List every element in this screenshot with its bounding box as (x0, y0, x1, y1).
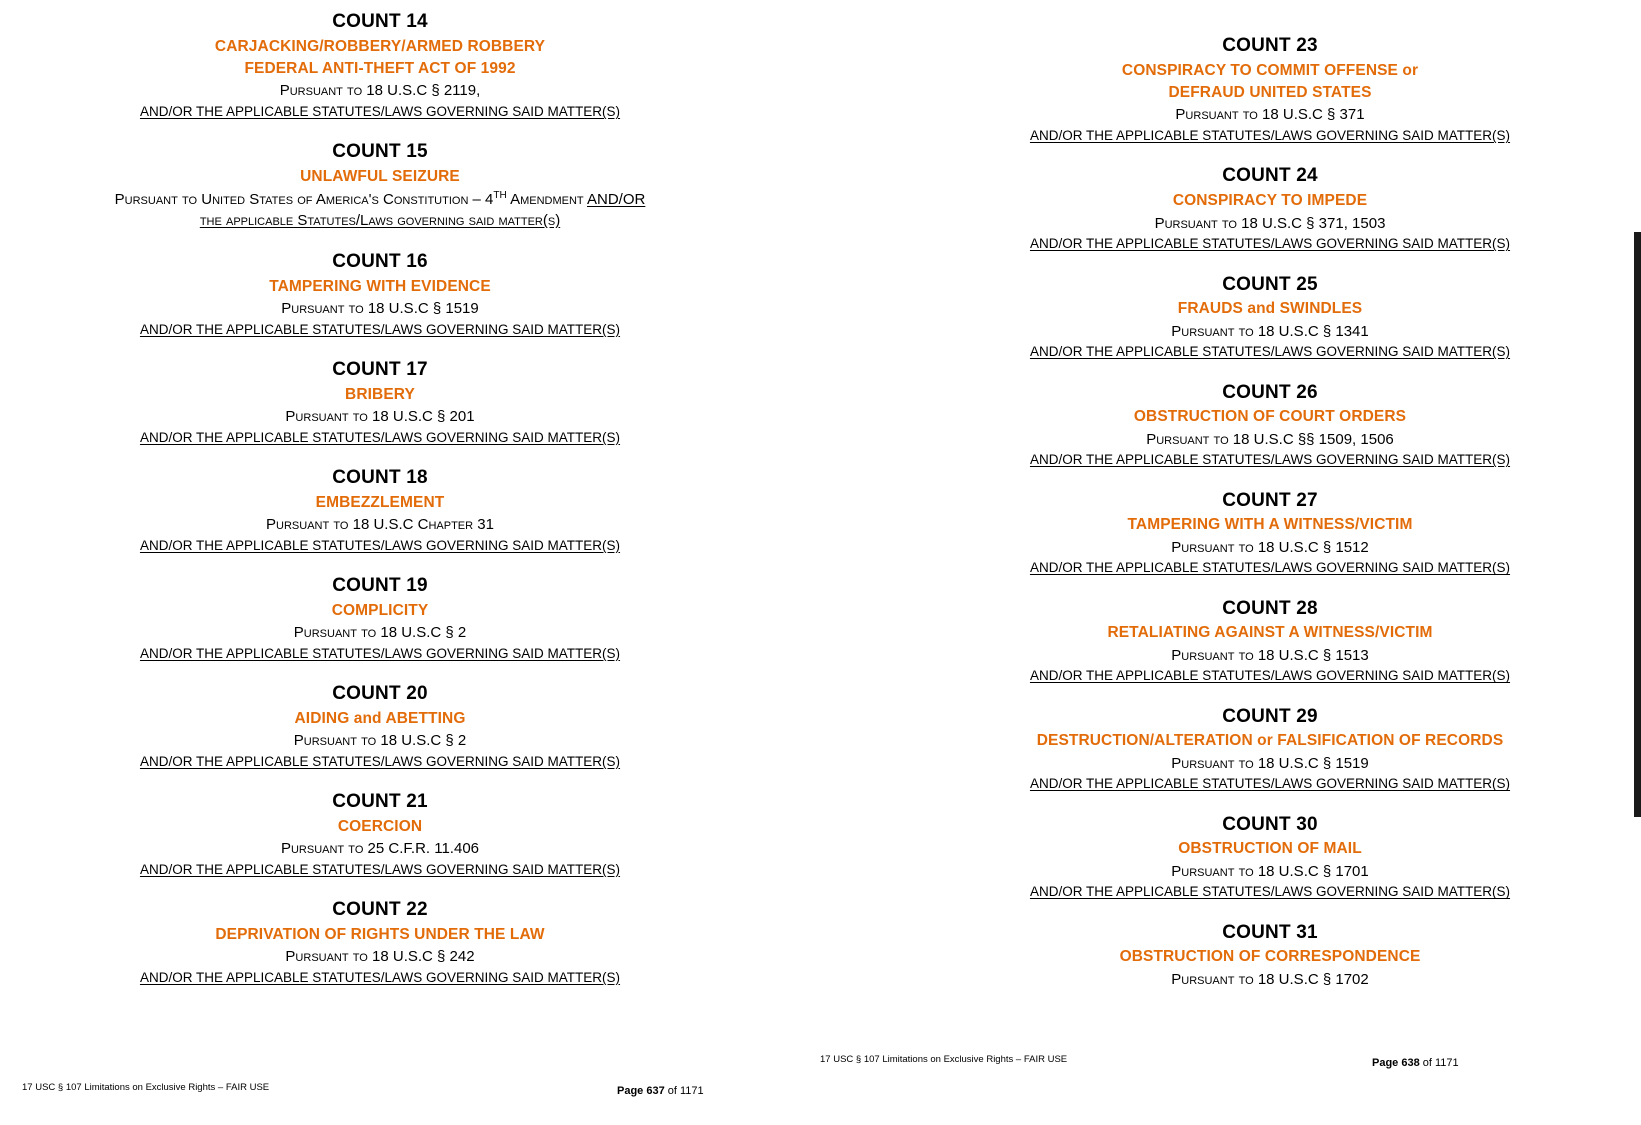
count-block (60, 572, 700, 664)
count-block (950, 487, 1590, 579)
count-block (60, 8, 700, 122)
count-heading: COUNT 21 (332, 791, 428, 813)
footer-page-number (617, 1085, 704, 1097)
count-title-line2: DEFRAUD UNITED STATES (1168, 84, 1372, 102)
count-block (950, 703, 1590, 795)
footer-page-number-prefix: Page 638 (1372, 1057, 1420, 1069)
count-title: DEPRIVATION OF RIGHTS UNDER THE LAW (215, 925, 545, 943)
count-applicable-statutes: AND/OR THE APPLICABLE STATUTES/LAWS GOVERNING SAID MATTER(S) (1029, 560, 1511, 576)
count-pursuant: Pursuant to 18 U.S.C § 371 (1175, 106, 1365, 124)
count-pursuant: Pursuant to 18 U.S.C § 1519 (281, 300, 479, 318)
scroll-edge-bar (1634, 232, 1641, 817)
count-heading: COUNT 14 (332, 11, 428, 32)
count-title: COERCION (337, 817, 423, 835)
count-pursuant: Pursuant to 18 U.S.C § 2 (293, 732, 467, 750)
count-applicable-statutes: AND/OR THE APPLICABLE STATUTES/LAWS GOVERNING SAID MATTER(S) (139, 753, 621, 769)
count-applicable-statutes: AND/OR THE APPLICABLE STATUTES/LAWS GOVERNING SAID MATTER(S) (1029, 776, 1511, 792)
count-heading: COUNT 17 (332, 359, 428, 381)
count-block (950, 379, 1590, 471)
footer-fair-use-notice: 17 USC § 107 Limitations on Exclusive Rights – FAIR USE (22, 1082, 270, 1093)
counts-list-right (950, 32, 1590, 1006)
count-applicable-statutes: AND/OR THE APPLICABLE STATUTES/LAWS GOVERNING SAID MATTER(S) (139, 537, 621, 553)
count-heading: COUNT 29 (1222, 705, 1318, 727)
count-title: OBSTRUCTION OF COURT ORDERS (1133, 408, 1407, 426)
count-title: RETALIATING AGAINST A WITNESS/VICTIM (1107, 624, 1433, 642)
count-pursuant: Pursuant to 18 U.S.C §§ 1509, 1506 (1146, 430, 1394, 448)
count-applicable-statutes: AND/OR THE APPLICABLE STATUTES/LAWS GOVERNING SAID MATTER(S) (139, 321, 621, 337)
count-block (950, 271, 1590, 363)
count-pursuant: Pursuant to 18 U.S.C § 1513 (1171, 646, 1369, 664)
count-pursuant: Pursuant to 18 U.S.C § 1512 (1171, 538, 1369, 556)
count-pursuant-line2: the applicable Statutes/Laws governing said matter(s) (199, 212, 561, 230)
count-heading: COUNT 18 (332, 467, 428, 489)
count-block (60, 248, 700, 340)
footer-page-number (1372, 1057, 1459, 1069)
count-applicable-statutes: AND/OR THE APPLICABLE STATUTES/LAWS GOVERNING SAID MATTER(S) (1029, 128, 1511, 144)
count-block (60, 788, 700, 880)
count-applicable-statutes: AND/OR THE APPLICABLE STATUTES/LAWS GOVERNING SAID MATTER(S) (139, 429, 621, 445)
count-heading: COUNT 16 (332, 251, 428, 272)
count-pursuant: Pursuant to 18 U.S.C § 1702 (1171, 970, 1369, 988)
count-title: OBSTRUCTION OF MAIL (1178, 840, 1362, 858)
count-applicable-statutes: AND/OR THE APPLICABLE STATUTES/LAWS GOVERNING SAID MATTER(S) (1029, 344, 1511, 360)
count-pursuant: Pursuant to 18 U.S.C § 2 (293, 624, 467, 642)
count-heading: COUNT 30 (1222, 813, 1318, 835)
count-block (60, 896, 700, 988)
count-heading: COUNT 24 (1222, 165, 1318, 187)
count-applicable-statutes: AND/OR THE APPLICABLE STATUTES/LAWS GOVERNING SAID MATTER(S) (139, 645, 621, 661)
count-applicable-statutes: AND/OR THE APPLICABLE STATUTES/LAWS GOVERNING SAID MATTER(S) (139, 104, 621, 120)
footer-page-number-prefix: Page 637 (617, 1085, 665, 1097)
count-applicable-statutes: AND/OR THE APPLICABLE STATUTES/LAWS GOVERNING SAID MATTER(S) (1029, 452, 1511, 468)
count-title: CARJACKING/ROBBERY/ARMED ROBBERY (214, 37, 546, 55)
count-block (950, 811, 1590, 903)
count-heading: COUNT 27 (1222, 489, 1318, 511)
count-applicable-statutes: AND/OR THE APPLICABLE STATUTES/LAWS GOVERNING SAID MATTER(S) (1029, 236, 1511, 252)
count-title: AIDING and ABETTING (294, 709, 466, 727)
footer-page-number-suffix: of 1171 (1419, 1057, 1459, 1069)
count-title: TAMPERING WITH EVIDENCE (269, 277, 491, 295)
count-title: BRIBERY (345, 385, 415, 403)
count-pursuant: Pursuant to 18 U.S.C § 201 (285, 408, 475, 426)
count-block (60, 680, 700, 772)
count-pursuant: Pursuant to 18 U.S.C § 1341 (1171, 322, 1369, 340)
count-title: EMBEZZLEMENT (315, 493, 445, 511)
footer-fair-use-notice: 17 USC § 107 Limitations on Exclusive Rights – FAIR USE (820, 1054, 1068, 1065)
count-heading: COUNT 31 (1222, 921, 1318, 943)
count-block (60, 464, 700, 556)
count-heading: COUNT 25 (1222, 273, 1318, 295)
count-heading: COUNT 20 (332, 683, 428, 705)
count-pursuant: Pursuant to 18 U.S.C § 242 (285, 948, 475, 966)
count-block (60, 356, 700, 448)
count-heading: COUNT 22 (332, 899, 428, 921)
count-pursuant: Pursuant to United States of America's Constitution – 4TH Amendment AND/OR (114, 189, 646, 208)
count-heading: COUNT 28 (1222, 597, 1318, 619)
count-applicable-statutes: AND/OR THE APPLICABLE STATUTES/LAWS GOVERNING SAID MATTER(S) (139, 969, 621, 985)
page-footer-left (0, 1079, 820, 1125)
count-block (950, 919, 1590, 991)
count-applicable-statutes: AND/OR THE APPLICABLE STATUTES/LAWS GOVERNING SAID MATTER(S) (139, 861, 621, 877)
count-pursuant: Pursuant to 18 U.S.C § 1701 (1171, 862, 1369, 880)
count-title: COMPLICITY (331, 601, 429, 619)
count-pursuant: Pursuant to 18 U.S.C Chapter 31 (266, 516, 494, 534)
count-title: CONSPIRACY TO COMMIT OFFENSE or (1121, 61, 1419, 79)
count-heading: COUNT 26 (1222, 381, 1318, 403)
count-heading: COUNT 15 (332, 141, 428, 163)
count-block (60, 138, 700, 232)
document-page-right (820, 0, 1641, 1125)
count-title: UNLAWFUL SEIZURE (300, 168, 460, 186)
count-block (950, 595, 1590, 687)
page-footer-right (820, 1054, 1641, 1125)
count-applicable-statutes: AND/OR THE APPLICABLE STATUTES/LAWS GOVERNING SAID MATTER(S) (1029, 668, 1511, 684)
count-title: FRAUDS and SWINDLES (1177, 300, 1363, 318)
count-pursuant: Pursuant to 18 U.S.C § 2119, (279, 82, 481, 100)
count-title-line2: FEDERAL ANTI-THEFT ACT OF 1992 (244, 60, 516, 78)
document-page-left (0, 0, 820, 1125)
count-applicable-statutes: AND/OR THE APPLICABLE STATUTES/LAWS GOVERNING SAID MATTER(S) (1029, 884, 1511, 900)
count-title: TAMPERING WITH A WITNESS/VICTIM (1127, 516, 1413, 534)
count-heading: COUNT 23 (1222, 35, 1318, 56)
count-pursuant: Pursuant to 18 U.S.C § 371, 1503 (1154, 214, 1386, 232)
count-title: CONSPIRACY TO IMPEDE (1172, 192, 1368, 210)
count-heading: COUNT 19 (332, 575, 428, 597)
count-pursuant: Pursuant to 18 U.S.C § 1519 (1171, 754, 1369, 772)
count-block (950, 32, 1590, 146)
count-title: DESTRUCTION/ALTERATION or FALSIFICATION OF RECORDS (1036, 732, 1504, 750)
counts-list-left (60, 8, 700, 1004)
count-pursuant: Pursuant to 25 C.F.R. 11.406 (280, 840, 480, 858)
count-block (950, 162, 1590, 254)
count-title: OBSTRUCTION OF CORRESPONDENCE (1119, 948, 1421, 966)
footer-page-number-suffix: of 1171 (664, 1085, 704, 1097)
